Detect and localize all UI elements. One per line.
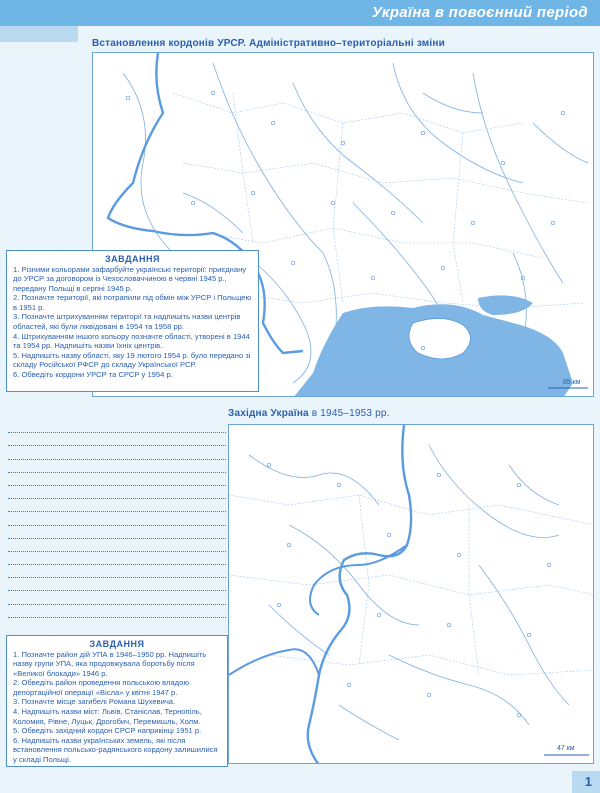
map2-task-item: 6. Надпишіть назви українських земель, які після встановлення польсько-радянського кордону залишилися у складі Польщі. — [13, 736, 218, 764]
answer-line[interactable] — [8, 578, 226, 591]
map2-title — [228, 408, 390, 419]
map2-task-heading: ЗАВДАННЯ — [89, 639, 145, 649]
answer-line[interactable] — [8, 473, 226, 486]
header-notch — [0, 26, 78, 42]
answer-line[interactable] — [8, 552, 226, 565]
map1-task-item: 1. Різними кольорами зафарбуйте українські території: приєднану до УРСР за договором із Чехословаччиною в червні 1945 р., передану Польщі в серпні 1945 р. — [13, 265, 247, 293]
answer-line[interactable] — [8, 591, 226, 604]
map2-task-item: 4. Надпишіть назви міст: Львів, Станіслав, Тернопіль, Коломия, Рівне, Луцьк, Дрогобич, Перемишль, Холм. — [13, 707, 202, 726]
map1-task-box — [6, 250, 259, 392]
map1-task-item: 5. Надпишіть назву області, яку 19 лютого 1954 р. було передано зі складу Російської РФСР до складу Української РСР. — [13, 350, 251, 369]
map2-task-box — [6, 635, 228, 767]
map2-title-sub: в 1945–1953 рр. — [308, 408, 390, 419]
answer-line[interactable] — [8, 526, 226, 539]
answer-lines[interactable] — [8, 420, 226, 618]
answer-line[interactable] — [8, 512, 226, 525]
map2-task-item: 5. Обведіть західний кордон СРСР наприкінці 1951 р. — [13, 726, 202, 736]
map1-task-item: 4. Штрихуванням іншого кольору позначте області, утворені в 1944 та 1954 рр. Надпишіть назви їхніх центрів. — [13, 331, 250, 350]
map1-title: Встановлення кордонів УРСР. Адміністративно–територіальні зміни — [92, 38, 445, 49]
map1-task-heading: ЗАВДАННЯ — [105, 254, 160, 264]
answer-line[interactable] — [8, 420, 226, 433]
answer-line[interactable] — [8, 565, 226, 578]
header-bar — [0, 0, 600, 26]
map2-task-item: 1. Позначте район дій УПА в 1946–1950 рр. Надпишіть назву групи УПА, яка продовжувала боротьбу після «Великої блокади» 1946 р. — [13, 650, 207, 678]
answer-line[interactable] — [8, 433, 226, 446]
map1-task-item: 6. Обведіть кордони УРСР та СРСР у 1954 р. — [13, 369, 173, 379]
answer-line[interactable] — [8, 446, 226, 459]
answer-line[interactable] — [8, 605, 226, 618]
answer-line[interactable] — [8, 486, 226, 499]
page-header-title: Україна в повоєнний період — [371, 4, 588, 21]
map2-scale-label: 47 км — [557, 745, 575, 752]
answer-line[interactable] — [8, 460, 226, 473]
answer-line[interactable] — [8, 499, 226, 512]
answer-line[interactable] — [8, 539, 226, 552]
map1-task-list — [13, 265, 252, 379]
map2-task-item: 3. Позначте місце загибелі Романа Шухевича. — [13, 697, 176, 707]
map2-task-list — [13, 650, 221, 764]
map2-task-item: 2. Обведіть район проведення польською владою депортаційної операції «Вісла» у квітні 1947 р. — [13, 678, 190, 697]
map1-task-item: 2. Позначте території, які потрапили під обмін між УРСР і Польщею в 1951 р. — [13, 293, 252, 312]
map2-canvas[interactable] — [228, 424, 594, 764]
page-number: 1 — [584, 774, 592, 789]
map1-scale-label: 85 км — [563, 379, 581, 386]
map2-title-main: Західна Україна — [228, 408, 309, 419]
map1-task-item: 3. Позначте штрихуванням території та надпишіть назви центрів областей, які були ліквідовані в 1954 та 1958 рр. — [13, 312, 241, 331]
map2-svg — [229, 425, 594, 764]
